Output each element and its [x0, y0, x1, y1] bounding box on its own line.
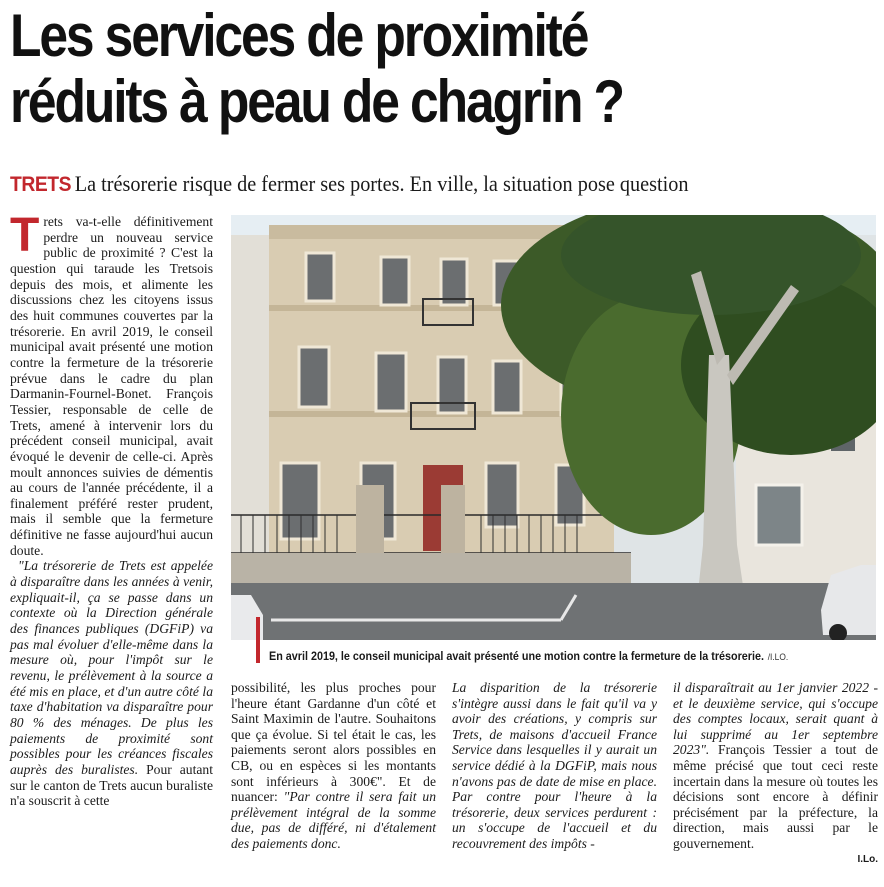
building-photo-illustration — [231, 215, 876, 640]
photo-caption — [232, 645, 877, 667]
caption-accent-bar — [256, 617, 260, 663]
article-column-4 — [673, 680, 878, 867]
subheadline-text: La trésorerie risque de fermer ses portes. En ville, la situation pose question — [74, 171, 689, 196]
photo-credit: /I.LO. — [767, 652, 789, 662]
author-signature: I.Lo. — [857, 853, 878, 865]
article-column-2-text: possibilité, les plus proches pour l'heure étant Gardanne d'un côté et Saint Maximin de l'autre. Souhaitons que ça évolue. Si tel était le cas, les paiements seront alors possibles en CB, ou en espèces si les montants sont inférieurs à 300€". Et de nuancer: — [231, 680, 436, 805]
article-column-3 — [452, 680, 657, 852]
article-column-4-quote: il disparaîtrait au 1er janvier 2022 - et le deuxième service, qui s'occupe des comptes locaux, serait quant à lui supprimé au 1er septembre 2023". — [673, 680, 878, 758]
article-column-3-quote: La disparition de la trésorerie s'intègre aussi dans le fait qu'il va y avoir des créations, y compris sur Trets, de maisons d'accueil France Service dans lesquelles il y aurait un service dédié à la DGFiP, mais nous n'avons pas de date de mise en place. Par contre pour l'heure à la trésorerie, deux services perdurent : un s'occupe de l'accueil et du recouvrement des impôts - — [452, 680, 657, 851]
headline — [10, 4, 758, 136]
article-column-2-quote: "Par contre il sera fait un prélèvement intégral de la somme due, pas de différé, ni d'étalement des paiements donc. — [231, 789, 437, 851]
headline-line-1: Les services de proximité — [10, 2, 588, 69]
article-paragraph-1: rets va-t-elle définitivement perdre un nouveau service public de proximité ? C'est la question qui taraude les Tretsois depuis des mois, et alimente les discussions chez les citoyens issus des huit communes couvertes par la trésorerie. En avril 2019, le conseil municipal avait présenté une motion contre la fermeture de la trésorerie prévue dans le cadre du plan Darmanin-Fournel-Bonet. François Tessier, responsable de celle de Trets, amené à intervenir lors du précédent conseil municipal, avait évoqué le devenir de celle-ci. Après moult annonces suivies de démentis au cours de l'année précédente, il a finalement préféré rester prudent, mais il semble que la fermeture définitive ne fasse aujourd'hui aucun doute. — [10, 214, 213, 558]
article-column-2 — [231, 680, 436, 852]
article-column-4-text: François Tessier a tout de même précisé que tout ceci reste incertain dans la mesure où toutes les décisions sont encore à définir précisément par la préfecture, la direction, mais aussi par le gouvernement. — [673, 742, 878, 851]
quote-paragraph: "La trésorerie de Trets est appelée à disparaître dans les années à venir, expliquait-il, ça se passe dans un contexte où la Direction générale des finances publiques (DGFiP) va pas mal évoluer d'elle-même dans la mesure où, pour l'impôt sur le revenu, le prélèvement à la source a été mis en place, et d'un autre côté la taxe d'habitation va disparaître pour 80 % des ménages. De plus les paiements de proximité sont possibles pour les créances fiscales auprès des buralistes. — [10, 558, 213, 777]
subheadline — [10, 170, 838, 199]
article-photo — [231, 215, 876, 640]
article-paragraph-2-tail: Pour autant sur le canton de Trets aucun buraliste n'a souscrit à cette — [10, 761, 213, 809]
caption-text: En avril 2019, le conseil municipal avait présenté une motion contre la fermeture de la trésorerie. — [269, 650, 764, 663]
location-kicker: TRETS — [10, 173, 72, 196]
drop-cap: T — [10, 209, 40, 262]
headline-line-2: réduits à peau de chagrin ? — [10, 68, 623, 135]
article-column-1 — [10, 209, 213, 809]
